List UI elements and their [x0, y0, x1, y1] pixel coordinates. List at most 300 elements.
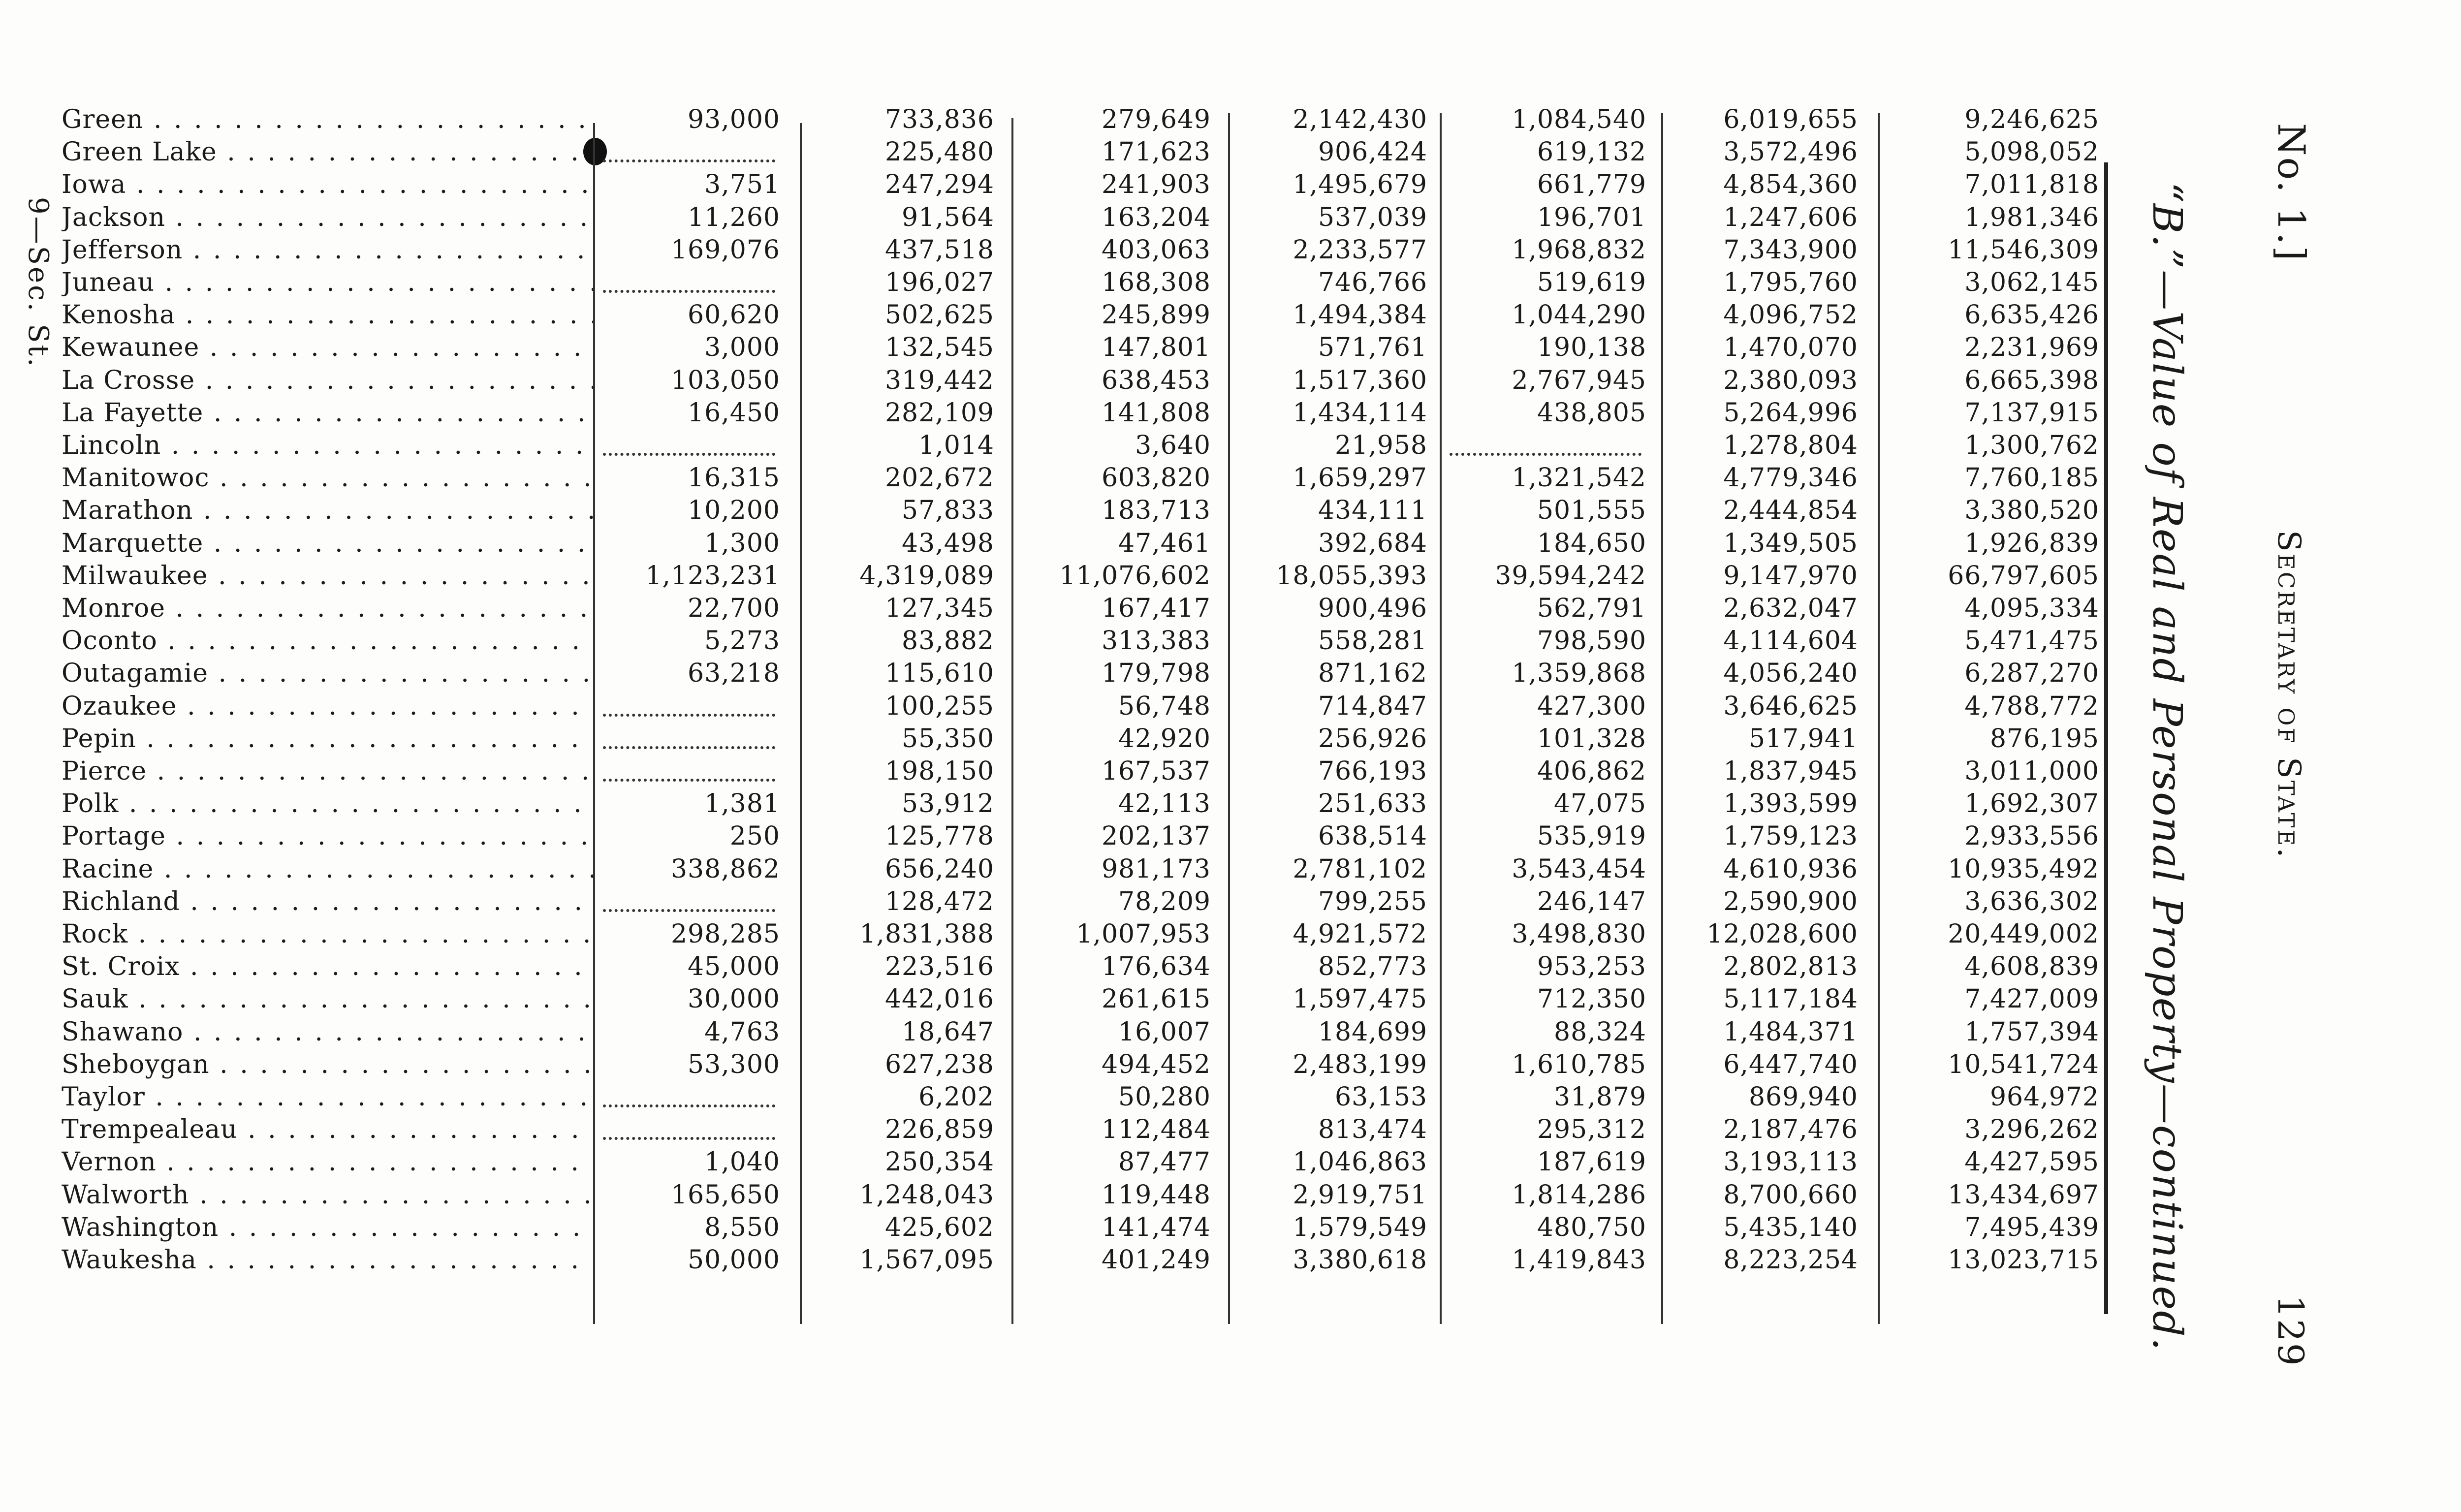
- county-name: Green Lake . . .: [62, 136, 593, 168]
- value-cell-col5: 953,253: [1537, 952, 1646, 982]
- value-cell-col3: 401,249: [1101, 1245, 1211, 1275]
- value-cell-col4: 184,699: [1318, 1017, 1427, 1047]
- county-name: Manitowoc . . .: [62, 462, 593, 494]
- county-name: Jackson . . .: [62, 201, 593, 234]
- value-cell-col6: 4,610,936: [1723, 854, 1858, 884]
- value-cell-col3: 1,007,953: [1076, 919, 1211, 949]
- value-cell-col5: 47,075: [1554, 789, 1646, 819]
- table-row: [62, 1146, 2104, 1178]
- value-cell-col2: 6,202: [918, 1082, 994, 1112]
- value-cell-col5: 406,862: [1537, 756, 1646, 786]
- table-row: [62, 397, 2104, 429]
- value-cell-col4: 2,781,102: [1293, 854, 1427, 884]
- value-cell-col3: 78,209: [1118, 886, 1211, 916]
- value-cell-col2: 100,255: [884, 691, 994, 721]
- value-cell-col1: 8,550: [704, 1212, 780, 1242]
- value-cell-col3: 141,474: [1101, 1212, 1211, 1242]
- footer-signature: 9—Sec. St.: [22, 197, 54, 369]
- value-cell-col7: 2,231,969: [1964, 333, 2099, 363]
- value-cell-col3: 261,615: [1101, 984, 1211, 1014]
- county-name: Trempealeau . . .: [62, 1113, 593, 1146]
- value-cell-col1: 53,300: [688, 1049, 780, 1079]
- table-row: [62, 364, 2104, 397]
- table-row: [62, 885, 2104, 918]
- report-number: No. 1.]: [2270, 123, 2313, 262]
- value-cell-col5: 1,968,832: [1512, 235, 1646, 265]
- table-row: [62, 331, 2104, 364]
- value-cell-col2: 442,016: [884, 984, 994, 1014]
- value-cell-col5: 196,701: [1537, 202, 1646, 232]
- value-cell-col3: 241,903: [1101, 170, 1211, 200]
- value-cell-col4: 18,055,393: [1276, 561, 1427, 591]
- table-row: [62, 983, 2104, 1015]
- table-row: [62, 592, 2104, 625]
- value-cell-col5: 246,147: [1537, 886, 1646, 916]
- empty-cell-leader: [603, 290, 775, 293]
- value-cell-col3: 168,308: [1101, 268, 1211, 297]
- value-cell-col5: 712,350: [1537, 984, 1646, 1014]
- value-cell-col4: 1,597,475: [1293, 984, 1427, 1014]
- value-cell-col1: 22,700: [688, 594, 780, 623]
- value-cell-col4: 766,193: [1318, 756, 1427, 786]
- value-cell-col5: 101,328: [1537, 724, 1646, 754]
- value-cell-col7: 2,933,556: [1964, 821, 2099, 851]
- value-cell-col5: 1,044,290: [1512, 300, 1646, 330]
- county-name: Racine . . .: [62, 853, 593, 885]
- county-name: Green . . .: [62, 103, 593, 136]
- empty-cell-leader: [603, 1137, 775, 1140]
- value-cell-col2: 319,442: [884, 365, 994, 395]
- value-cell-col3: 141,808: [1101, 398, 1211, 428]
- county-name: Sauk . . .: [62, 983, 593, 1015]
- value-cell-col6: 2,632,047: [1723, 594, 1858, 623]
- value-cell-col6: 1,837,945: [1723, 756, 1858, 786]
- table-row: [62, 625, 2104, 657]
- empty-cell-leader: [603, 909, 775, 912]
- table-row: [62, 1016, 2104, 1048]
- county-name: Iowa . . .: [62, 168, 593, 201]
- value-cell-col6: 5,264,996: [1723, 398, 1858, 428]
- value-cell-col4: 2,919,751: [1293, 1180, 1427, 1210]
- value-cell-col6: 1,278,804: [1723, 431, 1858, 460]
- value-cell-col3: 163,204: [1101, 202, 1211, 232]
- county-name: Lincoln . . .: [62, 429, 593, 462]
- value-cell-col5: 187,619: [1537, 1147, 1646, 1177]
- empty-cell-leader: [603, 159, 775, 162]
- value-cell-col1: 50,000: [688, 1245, 780, 1275]
- county-name: Rock . . .: [62, 918, 593, 950]
- value-cell-col1: 103,050: [670, 365, 780, 395]
- value-cell-col7: 4,095,334: [1964, 594, 2099, 623]
- county-name: Milwaukee . . .: [62, 560, 593, 592]
- county-name: Vernon . . .: [62, 1146, 593, 1178]
- empty-cell-leader: [603, 779, 775, 782]
- value-cell-col2: 83,882: [902, 626, 994, 656]
- table-row: [62, 690, 2104, 723]
- value-cell-col3: 494,452: [1101, 1049, 1211, 1079]
- value-cell-col6: 6,447,740: [1723, 1049, 1858, 1079]
- value-cell-col2: 247,294: [884, 170, 994, 200]
- value-cell-col3: 56,748: [1118, 691, 1211, 721]
- value-cell-col4: 852,773: [1318, 952, 1427, 982]
- value-cell-col7: 7,011,818: [1964, 170, 2099, 200]
- value-cell-col3: 167,417: [1101, 594, 1211, 623]
- county-name: Jefferson . . .: [62, 234, 593, 266]
- county-name: Marathon . . .: [62, 494, 593, 527]
- value-cell-col3: 167,537: [1101, 756, 1211, 786]
- value-cell-col1: 45,000: [688, 952, 780, 982]
- value-cell-col4: 537,039: [1318, 202, 1427, 232]
- value-cell-col4: 21,958: [1335, 431, 1427, 460]
- value-cell-col6: 869,940: [1748, 1082, 1858, 1112]
- value-cell-col6: 517,941: [1748, 724, 1858, 754]
- county-name: Kewaunee . . .: [62, 331, 593, 364]
- value-cell-col4: 571,761: [1318, 333, 1427, 363]
- table-row: [62, 853, 2104, 885]
- value-cell-col3: 16,007: [1118, 1017, 1211, 1047]
- value-cell-col5: 535,919: [1537, 821, 1646, 851]
- value-cell-col2: 57,833: [902, 496, 994, 526]
- value-cell-col3: 119,448: [1101, 1180, 1211, 1210]
- value-cell-col6: 12,028,600: [1706, 919, 1858, 949]
- table-row: [62, 657, 2104, 690]
- value-cell-col1: 63,218: [688, 659, 780, 689]
- value-cell-col5: 427,300: [1537, 691, 1646, 721]
- table-row: [62, 168, 2104, 201]
- empty-cell-leader: [603, 453, 775, 456]
- value-cell-col2: 53,912: [902, 789, 994, 819]
- value-cell-col3: 403,063: [1101, 235, 1211, 265]
- value-cell-col3: 87,477: [1118, 1147, 1211, 1177]
- value-cell-col5: 1,419,843: [1512, 1245, 1646, 1275]
- value-cell-col6: 3,646,625: [1723, 691, 1858, 721]
- value-cell-col6: 4,114,604: [1723, 626, 1858, 656]
- value-cell-col1: 1,040: [704, 1147, 780, 1177]
- value-cell-col2: 627,238: [884, 1049, 994, 1079]
- value-cell-col7: 3,380,520: [1964, 496, 2099, 526]
- value-cell-col2: 437,518: [884, 235, 994, 265]
- value-cell-col5: 3,498,830: [1512, 919, 1646, 949]
- county-name: Monroe . . .: [62, 592, 593, 625]
- value-cell-col7: 13,434,697: [1948, 1180, 2099, 1210]
- value-cell-col5: 519,619: [1537, 268, 1646, 297]
- value-cell-col3: 11,076,602: [1059, 561, 1211, 591]
- section-title: Secretary of State.: [2271, 530, 2307, 860]
- value-cell-col3: 147,801: [1101, 333, 1211, 363]
- value-cell-col4: 799,255: [1318, 886, 1427, 916]
- value-cell-col3: 279,649: [1101, 105, 1211, 134]
- value-cell-col5: 2,767,945: [1512, 365, 1646, 395]
- value-cell-col7: 10,935,492: [1948, 854, 2099, 884]
- value-cell-col5: 295,312: [1537, 1115, 1646, 1145]
- value-cell-col2: 223,516: [884, 952, 994, 982]
- value-cell-col7: 3,636,302: [1964, 886, 2099, 916]
- value-cell-col2: 91,564: [902, 202, 994, 232]
- value-cell-col1: 298,285: [670, 919, 780, 949]
- value-cell-col2: 502,625: [884, 300, 994, 330]
- value-cell-col2: 127,345: [884, 594, 994, 623]
- county-name: La Fayette . . .: [62, 397, 593, 429]
- table-row: [62, 103, 2104, 136]
- table-row: [62, 755, 2104, 788]
- value-cell-col1: 10,200: [688, 496, 780, 526]
- county-name: Richland . . .: [62, 885, 593, 918]
- value-cell-col6: 1,484,371: [1723, 1017, 1858, 1047]
- value-cell-col2: 1,248,043: [859, 1180, 994, 1210]
- value-cell-col7: 1,692,307: [1964, 789, 2099, 819]
- value-cell-col7: 9,246,625: [1964, 105, 2099, 134]
- value-cell-col1: 250: [729, 821, 780, 851]
- value-cell-col1: 169,076: [670, 235, 780, 265]
- table-row: [62, 494, 2104, 527]
- county-name: St. Croix . . .: [62, 950, 593, 983]
- value-cell-col2: 132,545: [884, 333, 994, 363]
- table-row: [62, 299, 2104, 331]
- county-name: Outagamie . . .: [62, 657, 593, 690]
- value-cell-col4: 638,514: [1318, 821, 1427, 851]
- county-name: Waukesha . . .: [62, 1244, 593, 1276]
- value-cell-col6: 4,096,752: [1723, 300, 1858, 330]
- value-cell-col3: 42,920: [1118, 724, 1211, 754]
- county-name: Walworth . . .: [62, 1179, 593, 1211]
- value-cell-col3: 112,484: [1101, 1115, 1211, 1145]
- value-cell-col7: 66,797,605: [1948, 561, 2099, 591]
- value-cell-col4: 1,579,549: [1293, 1212, 1427, 1242]
- value-cell-col2: 1,567,095: [859, 1245, 994, 1275]
- value-cell-col1: 16,315: [688, 463, 780, 493]
- value-cell-col3: 603,820: [1101, 463, 1211, 493]
- value-cell-col6: 2,187,476: [1723, 1115, 1858, 1145]
- value-cell-col1: 1,381: [704, 789, 780, 819]
- value-cell-col4: 256,926: [1318, 724, 1427, 754]
- value-cell-col7: 4,427,595: [1964, 1147, 2099, 1177]
- value-cell-col6: 7,343,900: [1723, 235, 1858, 265]
- value-cell-col5: 438,805: [1537, 398, 1646, 428]
- value-cell-col4: 63,153: [1335, 1082, 1427, 1112]
- table-row: [62, 560, 2104, 592]
- value-cell-col2: 125,778: [884, 821, 994, 851]
- value-cell-col5: 661,779: [1537, 170, 1646, 200]
- value-cell-col1: 93,000: [688, 105, 780, 134]
- value-cell-col2: 425,602: [884, 1212, 994, 1242]
- table-title: “B.”—Value of Real and Personal Property—continued.: [2144, 182, 2190, 1352]
- county-name: Kenosha . . .: [62, 299, 593, 331]
- value-cell-col4: 871,162: [1318, 659, 1427, 689]
- county-name: La Crosse . . .: [62, 364, 593, 397]
- value-cell-col6: 1,795,760: [1723, 268, 1858, 297]
- value-cell-col1: 1,123,231: [645, 561, 780, 591]
- value-cell-col7: 11,546,309: [1948, 235, 2099, 265]
- value-cell-col1: 5,273: [704, 626, 780, 656]
- value-cell-col3: 981,173: [1101, 854, 1211, 884]
- value-cell-col3: 202,137: [1101, 821, 1211, 851]
- value-cell-col7: 3,062,145: [1964, 268, 2099, 297]
- value-cell-col2: 115,610: [884, 659, 994, 689]
- value-cell-col7: 1,926,839: [1964, 528, 2099, 558]
- value-cell-col2: 226,859: [884, 1115, 994, 1145]
- property-value-table: [62, 103, 2104, 1324]
- table-row: [62, 1179, 2104, 1211]
- value-cell-col6: 5,435,140: [1723, 1212, 1858, 1242]
- value-cell-col1: 30,000: [688, 984, 780, 1014]
- value-cell-col7: 3,011,000: [1964, 756, 2099, 786]
- value-cell-col4: 900,496: [1318, 594, 1427, 623]
- value-cell-col5: 1,610,785: [1512, 1049, 1646, 1079]
- value-cell-col4: 3,380,618: [1293, 1245, 1427, 1275]
- county-name: Marquette . . .: [62, 527, 593, 560]
- value-cell-col6: 1,393,599: [1723, 789, 1858, 819]
- value-cell-col2: 202,672: [884, 463, 994, 493]
- value-cell-col7: 7,760,185: [1964, 463, 2099, 493]
- value-cell-col6: 2,444,854: [1723, 496, 1858, 526]
- table-row: [62, 820, 2104, 852]
- county-name: Ozaukee . . .: [62, 690, 593, 723]
- county-name: Oconto . . .: [62, 625, 593, 657]
- value-cell-col3: 50,280: [1118, 1082, 1211, 1112]
- value-cell-col4: 2,142,430: [1293, 105, 1427, 134]
- value-cell-col6: 1,759,123: [1723, 821, 1858, 851]
- table-row: [62, 1211, 2104, 1244]
- value-cell-col1: 11,260: [688, 202, 780, 232]
- value-cell-col7: 13,023,715: [1948, 1245, 2099, 1275]
- value-cell-col5: 39,594,242: [1495, 561, 1646, 591]
- value-cell-col4: 746,766: [1318, 268, 1427, 297]
- value-cell-col4: 1,659,297: [1293, 463, 1427, 493]
- value-cell-col5: 31,879: [1554, 1082, 1646, 1112]
- value-cell-col1: 16,450: [688, 398, 780, 428]
- county-name: Washington . . .: [62, 1211, 593, 1244]
- value-cell-col7: 10,541,724: [1948, 1049, 2099, 1079]
- empty-cell-leader: [603, 1104, 775, 1107]
- value-cell-col5: 1,814,286: [1512, 1180, 1646, 1210]
- value-cell-col5: 1,321,542: [1512, 463, 1646, 493]
- value-cell-col7: 1,300,762: [1964, 431, 2099, 460]
- table-row: [62, 950, 2104, 983]
- value-cell-col6: 4,779,346: [1723, 463, 1858, 493]
- table-row: [62, 918, 2104, 950]
- value-cell-col2: 656,240: [884, 854, 994, 884]
- table-row: [62, 723, 2104, 755]
- value-cell-col3: 313,383: [1101, 626, 1211, 656]
- value-cell-col6: 2,380,093: [1723, 365, 1858, 395]
- value-cell-col5: 562,791: [1537, 594, 1646, 623]
- value-cell-col1: 60,620: [688, 300, 780, 330]
- value-cell-col6: 8,223,254: [1723, 1245, 1858, 1275]
- value-cell-col6: 4,854,360: [1723, 170, 1858, 200]
- value-cell-col5: 190,138: [1537, 333, 1646, 363]
- table-row: [62, 788, 2104, 820]
- value-cell-col3: 176,634: [1101, 952, 1211, 982]
- value-cell-col1: 3,000: [704, 333, 780, 363]
- value-cell-col4: 4,921,572: [1293, 919, 1427, 949]
- value-cell-col7: 1,757,394: [1964, 1017, 2099, 1047]
- value-cell-col6: 1,247,606: [1723, 202, 1858, 232]
- value-cell-col7: 964,972: [1989, 1082, 2099, 1112]
- table-row: [62, 429, 2104, 462]
- table-row: [62, 462, 2104, 494]
- value-cell-col5: 88,324: [1554, 1017, 1646, 1047]
- value-cell-col7: 4,788,772: [1964, 691, 2099, 721]
- value-cell-col7: 1,981,346: [1964, 202, 2099, 232]
- value-cell-col2: 250,354: [884, 1147, 994, 1177]
- value-cell-col5: 1,084,540: [1512, 105, 1646, 134]
- value-cell-col6: 2,590,900: [1723, 886, 1858, 916]
- value-cell-col7: 7,495,439: [1964, 1212, 2099, 1242]
- value-cell-col2: 18,647: [902, 1017, 994, 1047]
- value-cell-col4: 392,684: [1318, 528, 1427, 558]
- table-row: [62, 136, 2104, 168]
- value-cell-col5: 184,650: [1537, 528, 1646, 558]
- value-cell-col6: 6,019,655: [1723, 105, 1858, 134]
- value-cell-col7: 7,427,009: [1964, 984, 2099, 1014]
- value-cell-col7: 6,287,270: [1964, 659, 2099, 689]
- value-cell-col4: 1,495,679: [1293, 170, 1427, 200]
- value-cell-col2: 55,350: [902, 724, 994, 754]
- value-cell-col4: 434,111: [1318, 496, 1427, 526]
- value-cell-col2: 128,472: [884, 886, 994, 916]
- value-cell-col7: 4,608,839: [1964, 952, 2099, 982]
- value-cell-col3: 171,623: [1101, 137, 1211, 167]
- value-cell-col1: 1,300: [704, 528, 780, 558]
- value-cell-col4: 813,474: [1318, 1115, 1427, 1145]
- value-cell-col3: 245,899: [1101, 300, 1211, 330]
- value-cell-col6: 2,802,813: [1723, 952, 1858, 982]
- value-cell-col5: 480,750: [1537, 1212, 1646, 1242]
- table-row: [62, 1244, 2104, 1276]
- value-cell-col7: 5,098,052: [1964, 137, 2099, 167]
- county-name: Pepin . . .: [62, 723, 593, 755]
- value-cell-col3: 3,640: [1135, 431, 1211, 460]
- value-cell-col4: 251,633: [1318, 789, 1427, 819]
- value-cell-col7: 3,296,262: [1964, 1115, 2099, 1145]
- value-cell-col5: 619,132: [1537, 137, 1646, 167]
- value-cell-col4: 1,046,863: [1293, 1147, 1427, 1177]
- value-cell-col5: 798,590: [1537, 626, 1646, 656]
- value-cell-col7: 6,635,426: [1964, 300, 2099, 330]
- value-cell-col7: 876,195: [1989, 724, 2099, 754]
- value-cell-col1: 4,763: [704, 1017, 780, 1047]
- county-name: Sheboygan . . .: [62, 1048, 593, 1081]
- value-cell-col6: 3,193,113: [1723, 1147, 1858, 1177]
- value-cell-col4: 1,494,384: [1293, 300, 1427, 330]
- title-rule: [2104, 162, 2108, 1314]
- county-name: Portage . . .: [62, 820, 593, 852]
- value-cell-col7: 6,665,398: [1964, 365, 2099, 395]
- value-cell-col3: 183,713: [1101, 496, 1211, 526]
- value-cell-col1: 338,862: [670, 854, 780, 884]
- value-cell-col3: 47,461: [1118, 528, 1211, 558]
- value-cell-col4: 2,233,577: [1293, 235, 1427, 265]
- value-cell-col4: 906,424: [1318, 137, 1427, 167]
- county-name: Juneau . . .: [62, 266, 593, 299]
- empty-cell-leader: [603, 746, 775, 749]
- table-row: [62, 1113, 2104, 1146]
- table-row: [62, 234, 2104, 266]
- value-cell-col6: 8,700,660: [1723, 1180, 1858, 1210]
- value-cell-col5: 3,543,454: [1512, 854, 1646, 884]
- table-row: [62, 201, 2104, 234]
- value-cell-col2: 1,831,388: [859, 919, 994, 949]
- page-number: 129: [2270, 1295, 2311, 1367]
- value-cell-col2: 4,319,089: [859, 561, 994, 591]
- value-cell-col3: 179,798: [1101, 659, 1211, 689]
- county-name: Shawano . . .: [62, 1016, 593, 1048]
- empty-cell-leader: [603, 714, 775, 717]
- value-cell-col6: 4,056,240: [1723, 659, 1858, 689]
- empty-cell-leader: [1450, 453, 1641, 456]
- county-name: Polk . . .: [62, 788, 593, 820]
- running-head: [2270, 123, 2313, 1367]
